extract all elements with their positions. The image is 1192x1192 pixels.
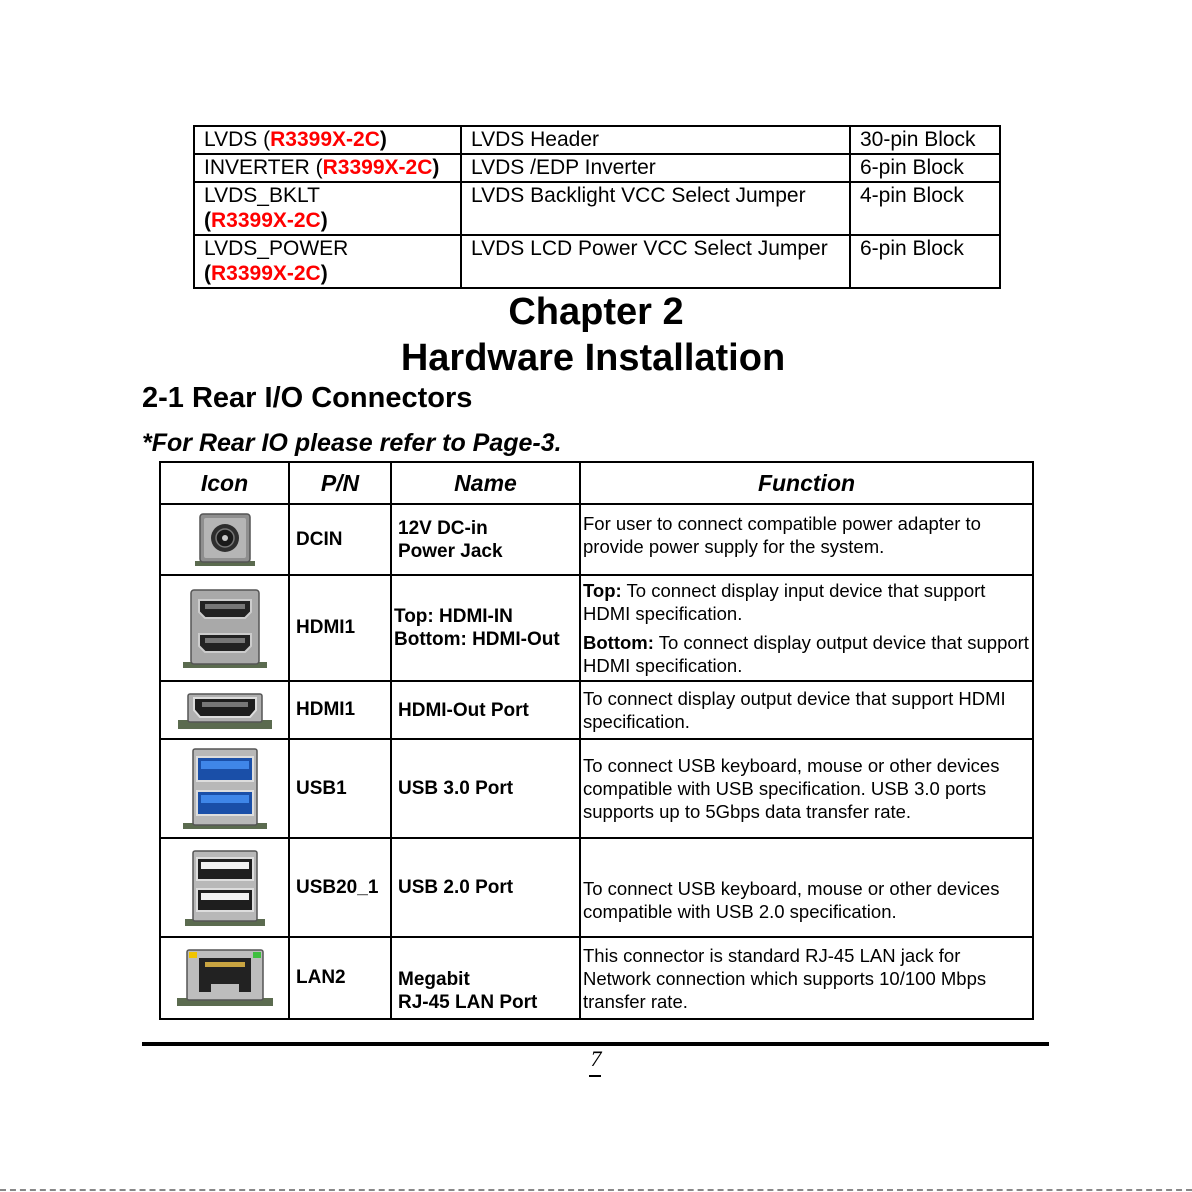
connector-description: LVDS /EDP Inverter — [461, 154, 850, 182]
name-line-1: Top: HDMI-IN — [394, 606, 513, 627]
function-bottom-text: To connect display output device that support HDMI specification. — [583, 632, 1029, 676]
function-text: For user to connect compatible power adapter to provide power supply for the system. — [580, 504, 1033, 575]
name-line-1: 12V DC-in — [398, 517, 488, 539]
connector-label: LVDS ( — [204, 128, 271, 151]
table-row — [160, 681, 1033, 739]
function-top-label: Top: — [583, 580, 622, 601]
section-note: *For Rear IO please refer to Page-3. — [142, 429, 562, 457]
rear-io-table — [159, 461, 1034, 1020]
open-paren: ( — [204, 209, 211, 232]
table-row — [194, 235, 1000, 288]
model-code: R3399X-2C — [211, 209, 321, 232]
connector-label: INVERTER ( — [204, 156, 323, 179]
function-bottom — [583, 631, 1032, 677]
page-bottom-border — [0, 1189, 1192, 1191]
table-header-row — [160, 462, 1033, 504]
pn-value: USB20_1 — [289, 838, 391, 937]
pn-value: HDMI1 — [289, 575, 391, 681]
usb2-port-icon — [185, 849, 265, 927]
header-name: Name — [391, 462, 580, 504]
table-row — [160, 739, 1033, 838]
connector-type: 6-pin Block — [850, 235, 1000, 288]
name-line-1: Megabit — [398, 969, 470, 990]
name-line-1: HDMI-Out Port — [391, 681, 580, 739]
function-top-text: To connect display input device that support HDMI specification. — [583, 580, 986, 624]
name-line-1: USB 3.0 Port — [391, 739, 580, 838]
page-number-underline — [589, 1075, 601, 1077]
dual-hdmi-icon — [183, 586, 267, 670]
table-row — [160, 838, 1033, 937]
hdmi-port-icon — [178, 690, 272, 730]
table-row — [160, 504, 1033, 575]
table-row — [194, 182, 1000, 235]
connector-label: LVDS_BKLT — [204, 184, 320, 207]
name-line-2: Bottom: HDMI-Out — [394, 629, 560, 650]
function-text: This connector is standard RJ-45 LAN jack for Network connection which supports 10/100 Mbps transfer rate. — [580, 937, 1033, 1019]
name-line-2: Power Jack — [398, 540, 503, 562]
table-row — [194, 126, 1000, 154]
lvds-connector-table — [193, 125, 1001, 289]
close-paren: ) — [379, 128, 387, 151]
model-code: R3399X-2C — [211, 262, 321, 285]
connector-type: 30-pin Block — [850, 126, 1000, 154]
function-bottom-label: Bottom: — [583, 632, 654, 653]
name-line-1: USB 2.0 Port — [391, 838, 580, 937]
function-text: To connect display output device that support HDMI specification. — [580, 681, 1033, 739]
model-code: R3399X-2C — [270, 128, 380, 151]
pn-value: LAN2 — [289, 937, 391, 1019]
table-row — [160, 937, 1033, 1019]
connector-type: 6-pin Block — [850, 154, 1000, 182]
close-paren: ) — [320, 262, 328, 285]
connector-label: LVDS_POWER — [204, 237, 349, 260]
model-code: R3399X-2C — [322, 156, 433, 179]
pn-value: DCIN — [289, 504, 391, 575]
chapter-title: Chapter 2 — [508, 291, 684, 333]
table-row — [194, 154, 1000, 182]
connector-type: 4-pin Block — [850, 182, 1000, 235]
connector-description: LVDS LCD Power VCC Select Jumper — [461, 235, 850, 288]
pn-value: USB1 — [289, 739, 391, 838]
chapter-subtitle: Hardware Installation — [400, 337, 786, 379]
usb3-port-icon — [183, 747, 267, 831]
header-icon: Icon — [160, 462, 289, 504]
pn-value: HDMI1 — [289, 681, 391, 739]
page-number: 7 — [590, 1046, 602, 1071]
dc-jack-icon — [194, 512, 256, 568]
open-paren: ( — [204, 262, 211, 285]
function-text: To connect USB keyboard, mouse or other devices compatible with USB specification. USB 3.0 ports supports up to 5Gbps data transfer rate. — [580, 739, 1033, 838]
section-heading: 2-1 Rear I/O Connectors — [142, 382, 473, 414]
connector-description: LVDS Backlight VCC Select Jumper — [461, 182, 850, 235]
rj45-port-icon — [177, 948, 273, 1008]
close-paren: ) — [320, 209, 328, 232]
connector-description: LVDS Header — [461, 126, 850, 154]
header-function: Function — [580, 462, 1033, 504]
header-pn: P/N — [289, 462, 391, 504]
close-paren: ) — [432, 156, 440, 179]
name-line-2: RJ-45 LAN Port — [398, 992, 538, 1013]
table-row — [160, 575, 1033, 681]
function-top — [583, 579, 1032, 625]
function-text: To connect USB keyboard, mouse or other devices compatible with USB 2.0 specification. — [580, 838, 1033, 937]
